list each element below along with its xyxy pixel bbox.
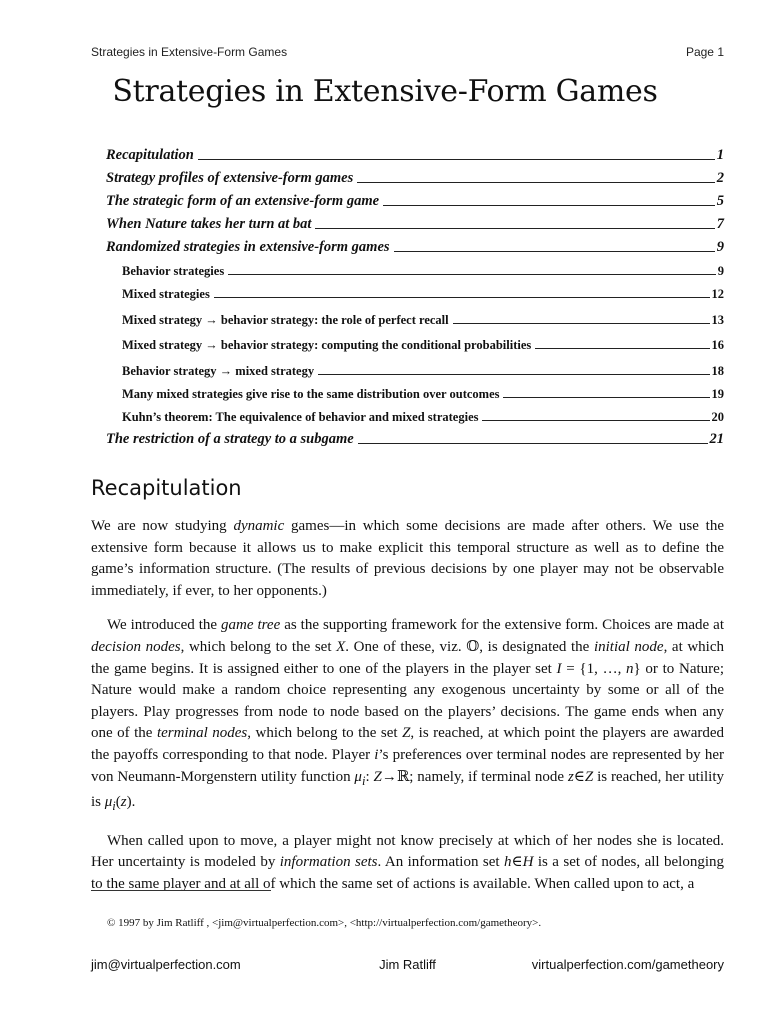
toc-entry-label: Mixed strategy → behavior strategy: computing the conditional probabilities: [122, 338, 532, 352]
toc-entry-label: When Nature takes her turn at bat: [106, 216, 312, 232]
toc-entry-page: 12: [711, 287, 724, 301]
toc-entry[interactable]: [106, 141, 724, 164]
toc-leader-line: [383, 205, 715, 206]
running-header-title: Strategies in Extensive-Form Games: [91, 45, 288, 59]
toc-entry-label: Strategy profiles of extensive-form games: [106, 170, 354, 186]
toc-entry[interactable]: [122, 328, 724, 354]
toc-entry[interactable]: [106, 233, 724, 256]
toc-leader-line: [482, 420, 709, 421]
footer-author: Jim Ratliff: [379, 957, 436, 972]
toc-entry-label: Randomized strategies in extensive-form games: [106, 239, 390, 255]
toc-entry-page: 16: [711, 338, 724, 352]
toc-leader-line: [394, 251, 715, 252]
toc-entry[interactable]: [106, 425, 724, 448]
toc-leader-line: [503, 397, 709, 398]
toc-entry-label: Behavior strategy → mixed strategy: [122, 363, 315, 378]
toc-leader-line: [453, 323, 710, 324]
toc-entry-label: The restriction of a strategy to a subgame: [106, 430, 354, 447]
toc-leader-line: [358, 443, 708, 444]
toc-entry[interactable]: [122, 379, 724, 402]
paragraph-3: When called upon to move, a player might not know precisely at which of her nodes she is located. Her uncertainty is modeled by information sets. An information set h∈H is a set of nodes, all belonging to the same player and at all of which the same set of actions is available. When called upon to act, a: [91, 832, 724, 892]
toc-entry-page: 18: [711, 363, 724, 378]
toc-entry-page: 7: [716, 216, 724, 232]
section-heading: Recapitulation: [91, 476, 242, 500]
toc-leader-line: [228, 274, 716, 275]
footer-email: jim@virtualperfection.com: [91, 957, 241, 972]
toc-entry[interactable]: [122, 279, 724, 302]
paragraph-1: We are now studying dynamic games—in which some decisions are made after others. We use the extensive form because it allows us to make explicit this temporal structure as well as to define the game’s information structure. (The results of previous decisions by one player may not be observable immediately, if ever, to her opponents.): [91, 518, 724, 599]
toc-entry-label: Many mixed strategies give rise to the same distribution over outcomes: [122, 386, 500, 401]
toc-entry[interactable]: [122, 302, 724, 328]
footnote: © 1997 by Jim Ratliff , <jim@virtualperfection.com>, <http://virtualperfection.com/gametheory>.: [107, 917, 542, 929]
table-of-contents: [106, 141, 724, 448]
toc-entry[interactable]: [122, 353, 724, 379]
running-header: [91, 45, 724, 59]
body-text: [91, 516, 724, 909]
toc-leader-line: [214, 297, 710, 298]
toc-entry[interactable]: [122, 402, 724, 425]
toc-entry-page: 13: [711, 312, 724, 327]
toc-leader-line: [315, 228, 714, 229]
page-number: Page 1: [685, 45, 724, 59]
toc-entry-page: 2: [716, 170, 724, 186]
toc-entry-page: 9: [716, 239, 724, 255]
toc-leader-line: [357, 182, 714, 183]
toc-leader-line: [535, 348, 709, 349]
toc-entry-label: Mixed strategies: [122, 287, 210, 301]
toc-entry-page: 20: [711, 409, 724, 424]
toc-entry-page: 19: [711, 386, 724, 401]
toc-entry[interactable]: [106, 210, 724, 233]
toc-entry-page: 1: [716, 147, 724, 163]
toc-entry-page: 21: [709, 430, 724, 447]
toc-entry-label: Behavior strategies: [122, 264, 225, 278]
toc-entry-page: 5: [716, 193, 724, 209]
paragraph-2: We introduced the game tree as the supporting framework for the extensive form. Choices are made at decision nodes, which belong to the set X. One of these, viz. 𝕆, is designated the initial node, at which the game begins. It is assigned either to one of the players in the player set I = {1, …, n} or to Nature; Nature would make a random choice representing any exogenous uncertainty by some or all of the players. Play progresses from node to node based on the players’ decisions. The game ends when any one of the terminal nodes, which belong to the set Z, is reached, at which point the players are awarded the payoffs corresponding to that node. Player i’s preferences over terminal nodes are represented by her von Neumann-Morgenstern utility function $\mu_i$: Z→ℝ; namely, if terminal node z∈Z is reached, her utility is $\mu_i(z)$.: [91, 617, 725, 814]
toc-entry-label: Mixed strategy → behavior strategy: the role of perfect recall: [122, 312, 449, 327]
toc-entry-label: Recapitulation: [106, 147, 194, 163]
toc-entry-page: 9: [717, 264, 724, 278]
toc-entry-label: The strategic form of an extensive-form game: [106, 193, 380, 209]
toc-entry[interactable]: [122, 256, 724, 279]
toc-entry[interactable]: [106, 164, 724, 187]
document-title: Strategies in Extensive-Form Games: [112, 74, 658, 109]
toc-leader-line: [198, 159, 715, 160]
toc-leader-line: [318, 374, 709, 375]
toc-entry[interactable]: [106, 187, 724, 210]
footer-website: virtualperfection.com/gametheory: [531, 957, 724, 972]
toc-entry-label: Kuhn’s theorem: The equivalence of behavior and mixed strategies: [122, 409, 479, 424]
footnote-divider: [91, 890, 271, 891]
page-footer: [91, 957, 724, 972]
